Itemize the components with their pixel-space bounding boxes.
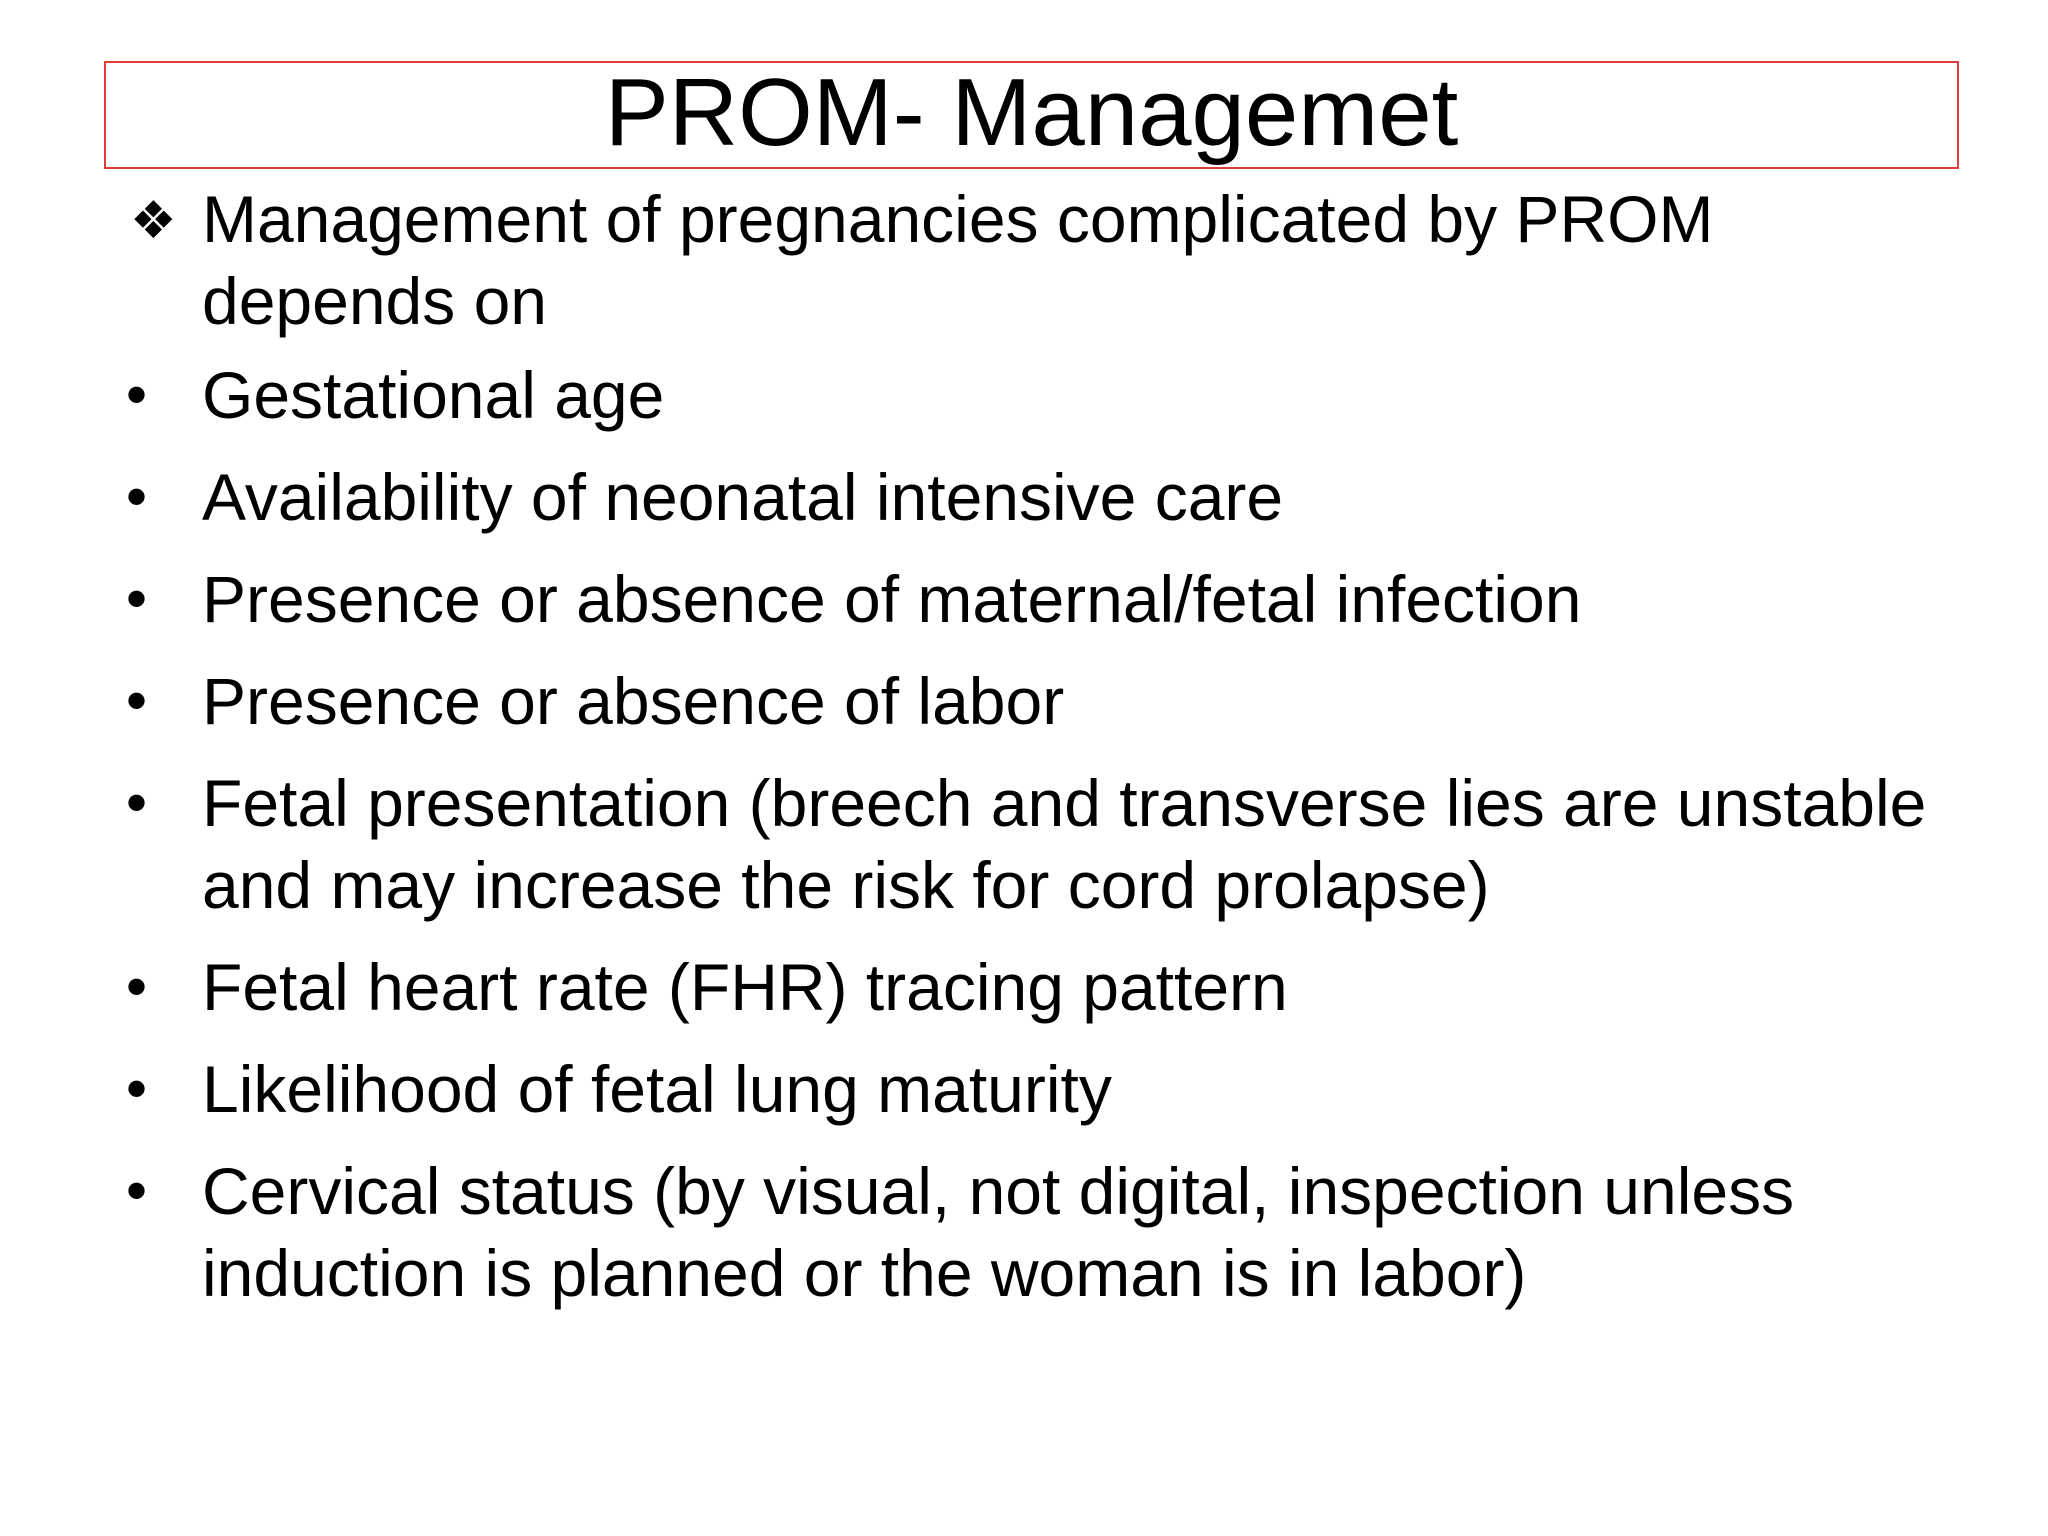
bullet-icon: • [126, 463, 148, 530]
list-item [120, 354, 1960, 436]
list-item [120, 762, 1960, 926]
bullet-icon: • [126, 1157, 148, 1224]
slide-content [120, 178, 1960, 1334]
list-item [120, 660, 1960, 742]
list-item [120, 558, 1960, 640]
title-box [104, 61, 1959, 169]
slide-title: PROM- Managemet [604, 59, 1459, 166]
list-item-text: Gestational age [202, 358, 665, 432]
list-item-text: Likelihood of fetal lung maturity [202, 1052, 1112, 1126]
list-item [120, 946, 1960, 1028]
list-item [120, 1048, 1960, 1130]
list-item-text: Presence or absence of labor [202, 664, 1065, 738]
diamond-bullet-icon: ❖ [130, 192, 177, 250]
list-item-text: Presence or absence of maternal/fetal infection [202, 562, 1582, 636]
bullet-icon: • [126, 1055, 148, 1122]
list-item [120, 1150, 1960, 1314]
bullet-icon: • [126, 769, 148, 836]
list-item-text: Cervical status (by visual, not digital, inspection unless induction is planned or the woman is in labor) [202, 1154, 1795, 1310]
bullet-icon: • [126, 565, 148, 632]
bullet-icon: • [126, 667, 148, 734]
list-item [120, 456, 1960, 538]
lead-item [120, 178, 1960, 342]
lead-text: Management of pregnancies complicated by PROM depends on [202, 182, 1714, 338]
bullet-icon: • [126, 953, 148, 1020]
list-item-text: Fetal heart rate (FHR) tracing pattern [202, 950, 1288, 1024]
list-item-text: Availability of neonatal intensive care [202, 460, 1284, 534]
list-item-text: Fetal presentation (breech and transverse lies are unstable and may increase the risk for cord prolapse) [202, 766, 1927, 922]
bullet-icon: • [126, 361, 148, 428]
